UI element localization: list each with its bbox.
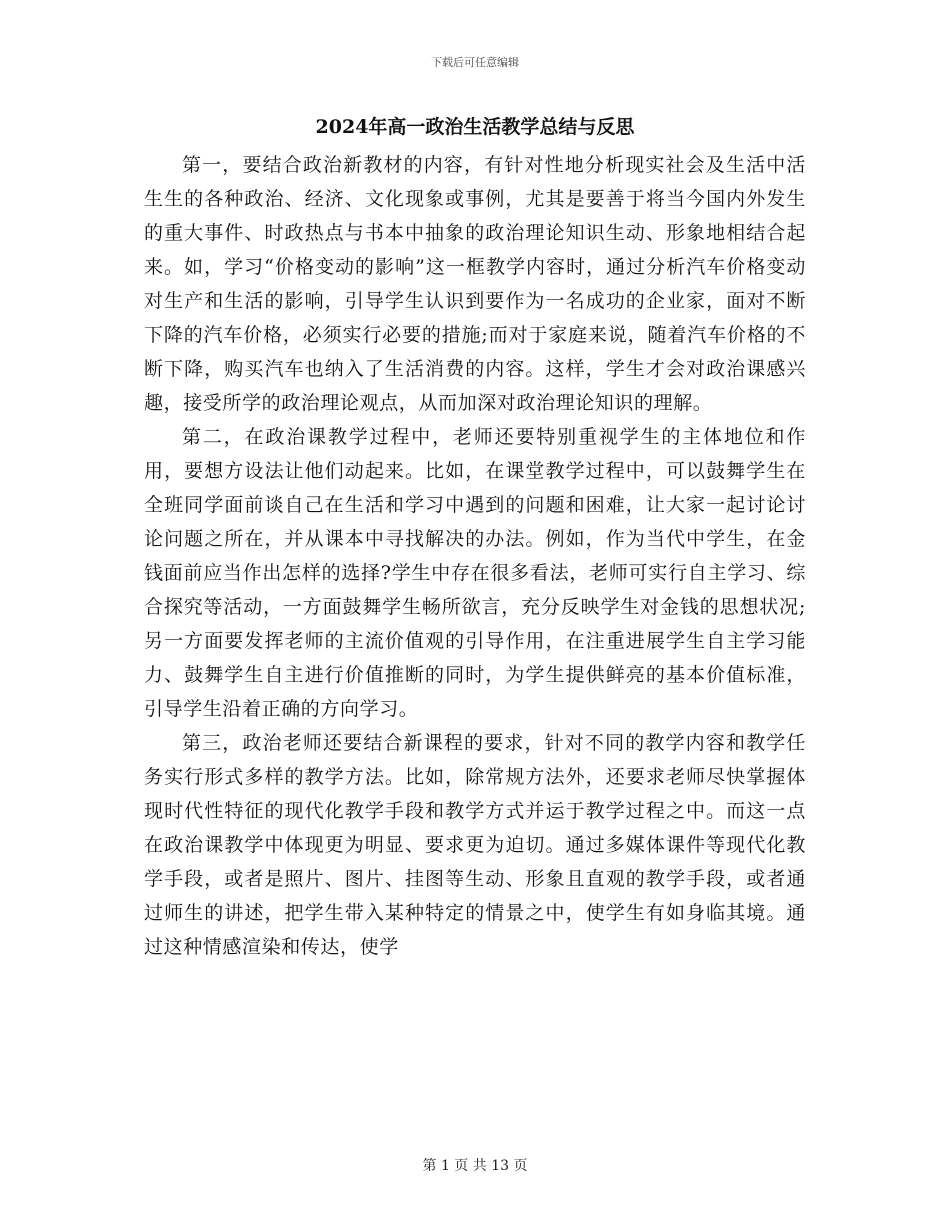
document-body bbox=[144, 148, 806, 964]
page-number: 第 1 页 共 13 页 bbox=[422, 1158, 528, 1174]
document-title: 2024年高一政治生活教学总结与反思 bbox=[315, 116, 635, 138]
paragraph-2: 第二，在政治课教学过程中，老师还要特别重视学生的主体地位和作用，要想方设法让他们动起来。比如，在课堂教学过程中，可以鼓舞学生在全班同学面前谈自己在生活和学习中遇到的问题和困难，让大家一起讨论讨论问题之所在，并从课本中寻找解决的办法。例如，作为当代中学生，在金钱面前应当作出怎样的选择?学生中存在很多看法，老师可实行自主学习、综合探究等活动，一方面鼓舞学生畅所欲言，充分反映学生对金钱的思想状况;另一方面要发挥老师的主流价值观的引导作用，在注重进展学生自主学习能力、鼓舞学生自主进行价值推断的同时，为学生提供鲜亮的基本价值标准，引导学生沿着正确的方向学习。 bbox=[144, 426, 806, 720]
paragraph-1: 第一，要结合政治新教材的内容，有针对性地分析现实社会及生活中活生生的各种政治、经济、文化现象或事例，尤其是要善于将当今国内外发生的重大事件、时政热点与书本中抽象的政治理论知识生动、形象地相结合起来。如，学习“价格变动的影响”这一框教学内容时，通过分析汽车价格变动对生产和生活的影响，引导学生认识到要作为一名成功的企业家，面对不断下降的汽车价格，必须实行必要的措施;而对于家庭来说，随着汽车价格的不断下降，购买汽车也纳入了生活消费的内容。这样，学生才会对政治课感兴趣，接受所学的政治理论观点，从而加深对政治理论知识的理解。 bbox=[144, 154, 806, 414]
paragraph-3: 第三，政治老师还要结合新课程的要求，针对不同的教学内容和教学任务实行形式多样的教学方法。比如，除常规方法外，还要求老师尽快掌握体现时代性特征的现代化教学手段和教学方式并运于教学过程之中。而这一点在政治课教学中体现更为明显、要求更为迫切。通过多媒体课件等现代化教学手段，或者是照片、图片、挂图等生动、形象且直观的教学手段，或者通过师生的讲述，把学生带入某种特定的情景之中，使学生有如身临其境。通过这种情感渲染和传达，使学 bbox=[144, 732, 806, 958]
header-note: 下载后可任意编辑 bbox=[431, 56, 519, 69]
